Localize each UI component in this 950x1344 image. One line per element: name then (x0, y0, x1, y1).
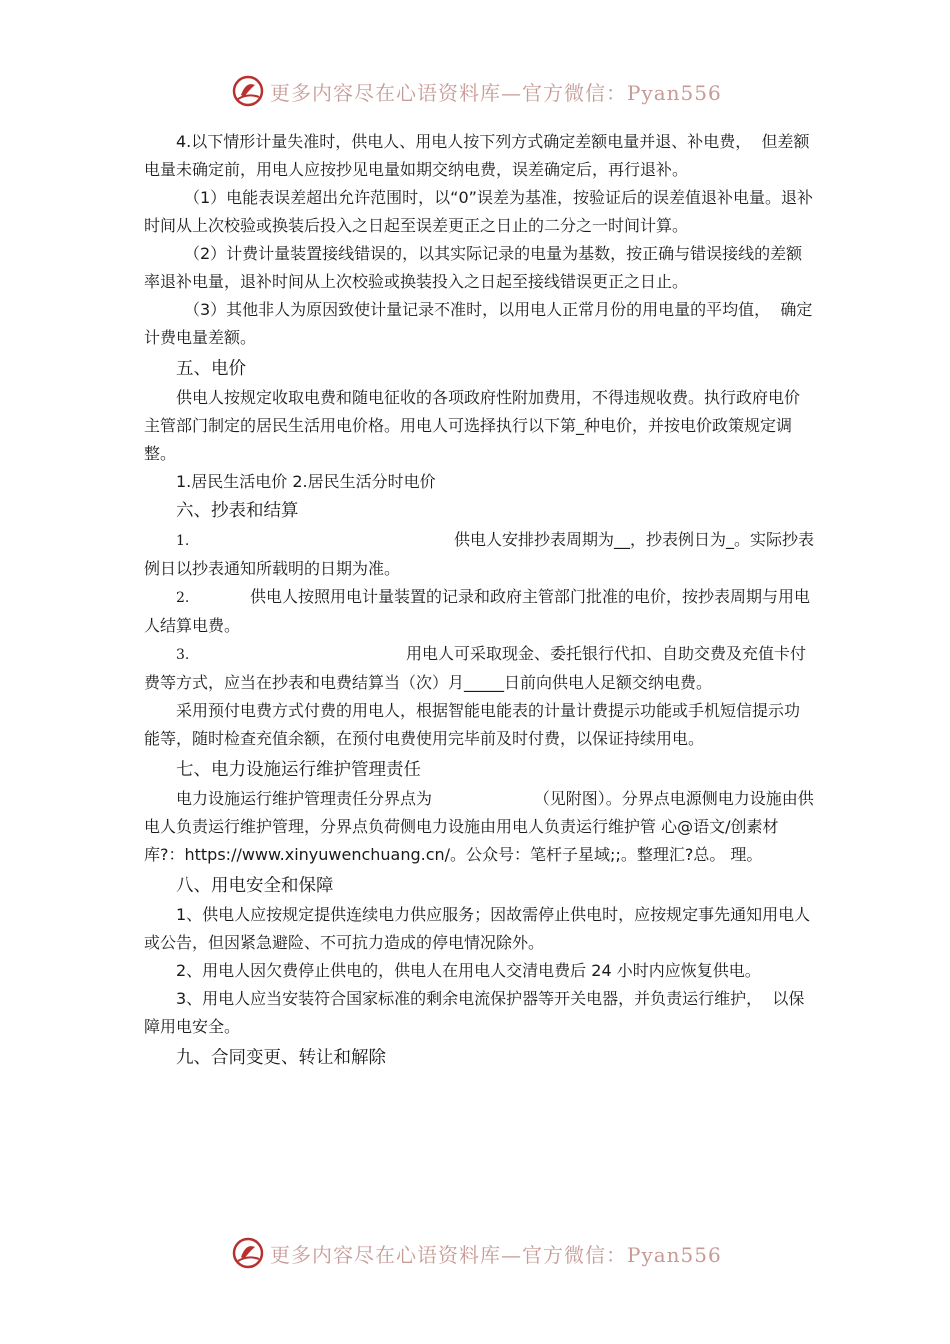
section6-item2-num: 2. (176, 590, 190, 606)
section7-para: 电力设施运行维护管理责任分界点为 （见附图）。分界点电源侧电力设施由供电人负责运行维护管理，分界点负荷侧电力设施由用电人负责运行维护管 心@语文/创素材库?：https://www.xinyuwenchuang.cn/。公众号：笔杆子星域;;。整理汇?总。 理。 (144, 789, 814, 864)
watermark-text: 更多内容尽在心语资料库—官方微信：Pyan556 (270, 80, 722, 105)
section7-heading: 七、电力设施运行维护管理责任 (176, 760, 421, 780)
section6-heading: 六、抄表和结算 (176, 501, 299, 521)
section5-options: 1.居民生活电价 2.居民生活分时电价 (176, 472, 436, 491)
section4-item2: （2）计费计量装置接线错误的，以其实际记录的电量为基数，按正确与错误接线的差额率退补电量，退补时间从上次校验或换装投入之日起至接线错误更正之日止。 (144, 244, 803, 291)
section6-item1 (144, 526, 814, 583)
section4-item1: （1）电能表误差超出允许范围时，以“0”误差为基准，按验证后的误差值退补电量。退补时间从上次校验或换装后投入之日起至误差更正之日止的二分之一时间计算。 (144, 188, 813, 235)
section6-item3-text: 用电人可采取现金、委托银行代扣、自助交费及充值卡付费等方式，应当在抄表和电费结算当（次）月_____日前向供电人足额交纳电费。 (144, 644, 807, 692)
section4-item3: （3）其他非人为原因致使计量记录不准时，以用电人正常月份的用电量的平均值， 确定计费电量差额。 (144, 300, 813, 347)
section8-heading: 八、用电安全和保障 (176, 876, 334, 896)
section6-item3 (144, 640, 814, 697)
section9-heading: 九、合同变更、转让和解除 (176, 1048, 386, 1068)
section5-heading: 五、电价 (176, 359, 246, 379)
watermark-banner-top (232, 74, 732, 108)
section8-item1: 1、供电人应按规定提供连续电力供应服务；因故需停止供电时，应按规定事先通知用电人或公告，但因紧急避险、不可抗力造成的停电情况除外。 (144, 905, 811, 952)
section6-item3-extra: 采用预付电费方式付费的用电人，根据智能电能表的计量计费提示功能或手机短信提示功能等，随时检查充值余额，在预付电费使用完毕前及时付费，以保证持续用电。 (144, 701, 801, 748)
watermark-text: 更多内容尽在心语资料库—官方微信：Pyan556 (270, 1242, 722, 1267)
section8-item2: 2、用电人因欠费停止供电的，供电人在用电人交清电费后 24 小时内应恢复供电。 (176, 961, 761, 980)
section6-item3-num: 3. (176, 647, 190, 663)
section6-item1-num: 1. (176, 533, 190, 549)
section4-intro: 4.以下情形计量失准时，供电人、用电人按下列方式确定差额电量并退、补电费， 但差额电量未确定前，用电人应按抄见电量如期交纳电费，误差确定后，再行退补。 (144, 132, 810, 179)
watermark-banner-bottom (232, 1236, 732, 1270)
document-body (144, 128, 814, 1073)
section6-item2-text: 供电人按照用电计量装置的记录和政府主管部门批准的电价，按抄表周期与用电人结算电费。 (144, 587, 811, 635)
section5-para: 供电人按规定收取电费和随电征收的各项政府性附加费用，不得违规收费。执行政府电价主管部门制定的居民生活用电价格。用电人可选择执行以下第_种电价，并按电价政策规定调整。 (144, 388, 801, 463)
logo-icon (232, 1237, 264, 1269)
section6-item2 (144, 583, 814, 640)
section6-item1-text: 供电人安排抄表周期为__，抄表例日为_。实际抄表例日以抄表通知所载明的日期为准。 (144, 530, 815, 578)
logo-icon (232, 75, 264, 107)
section8-item3: 3、用电人应当安装符合国家标准的剩余电流保护器等开关电器，并负责运行维护， 以保障用电安全。 (144, 989, 805, 1036)
